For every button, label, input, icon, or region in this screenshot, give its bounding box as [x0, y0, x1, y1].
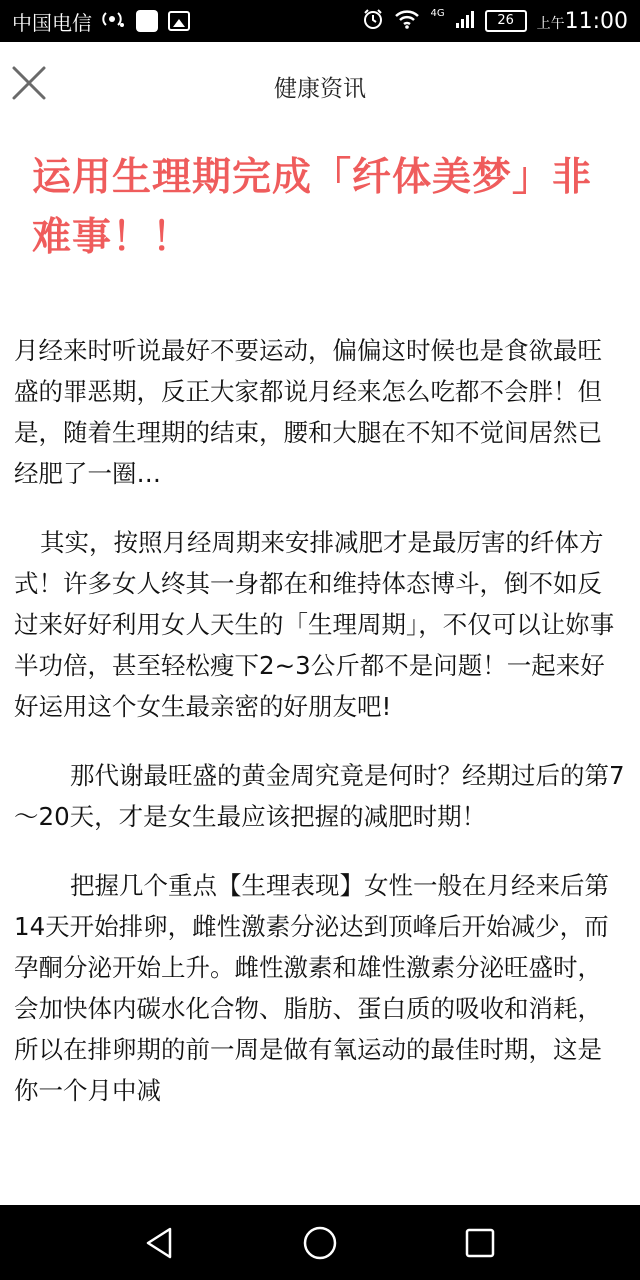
page-title: 健康资讯 [274, 76, 366, 102]
article-paragraph-3: 那代谢最旺盛的黄金周究竟是何时？经期过后的第7～20天，才是女生最应该把握的减肥时期！ [14, 761, 625, 831]
home-button[interactable] [302, 1225, 338, 1261]
article-paragraph-4: 把握几个重点【生理表现】女性一般在月经来后第14天开始排卵，雌性激素分泌达到顶峰后开始减少，而孕酮分泌开始上升。雌性激素和雄性激素分泌旺盛时，会加快体内碳水化合物、脂肪、蛋白质的吸收和消耗，所以在排卵期的前一周是做有氧运动的最佳时期，这是你一个月中减 [14, 871, 609, 1105]
app-header [0, 42, 640, 132]
back-triangle-icon [142, 1225, 178, 1261]
recents-button[interactable] [462, 1225, 498, 1261]
battery-indicator: 26 [485, 10, 527, 32]
clock-time: 11:00 [564, 8, 628, 34]
back-button[interactable] [142, 1225, 178, 1261]
hotspot-icon [102, 9, 126, 34]
article-paragraph-1: 月经来时听说最好不要运动，偏偏这时候也是食欲最旺盛的罪恶期，反正大家都说月经来怎么吃都不会胖！但是，随着生理期的结束，腰和大腿在不知不觉间居然已经肥了一圈… [14, 336, 602, 488]
cell-signal-icon [455, 9, 475, 34]
carrier-label: 中国电信 [12, 10, 92, 35]
navigation-bar [0, 1205, 640, 1280]
recents-square-icon [462, 1225, 498, 1261]
home-circle-icon [302, 1225, 338, 1261]
article-body[interactable] [14, 330, 626, 1205]
am-pm-label: 上午 [536, 15, 565, 32]
signal-type-label: 4G [430, 8, 445, 19]
wifi-icon [394, 9, 420, 34]
status-bar [0, 0, 640, 42]
article-paragraph-2: 其实，按照月经周期来安排减肥才是最厉害的纤体方式！许多女人终其一身都在和维持体态博斗，倒不如反过来好好利用女人天生的「生理周期」，不仅可以让妳事半功倍，甚至轻松瘦下2~3公斤都不是问题！一起来好好运用这个女生最亲密的好朋友吧! [14, 528, 615, 721]
gallery-icon [168, 11, 190, 31]
notification-square-icon [136, 10, 158, 32]
alarm-clock-icon [362, 8, 384, 35]
article-headline: 运用生理期完成「纤体美梦」非难事！！ [32, 155, 593, 260]
